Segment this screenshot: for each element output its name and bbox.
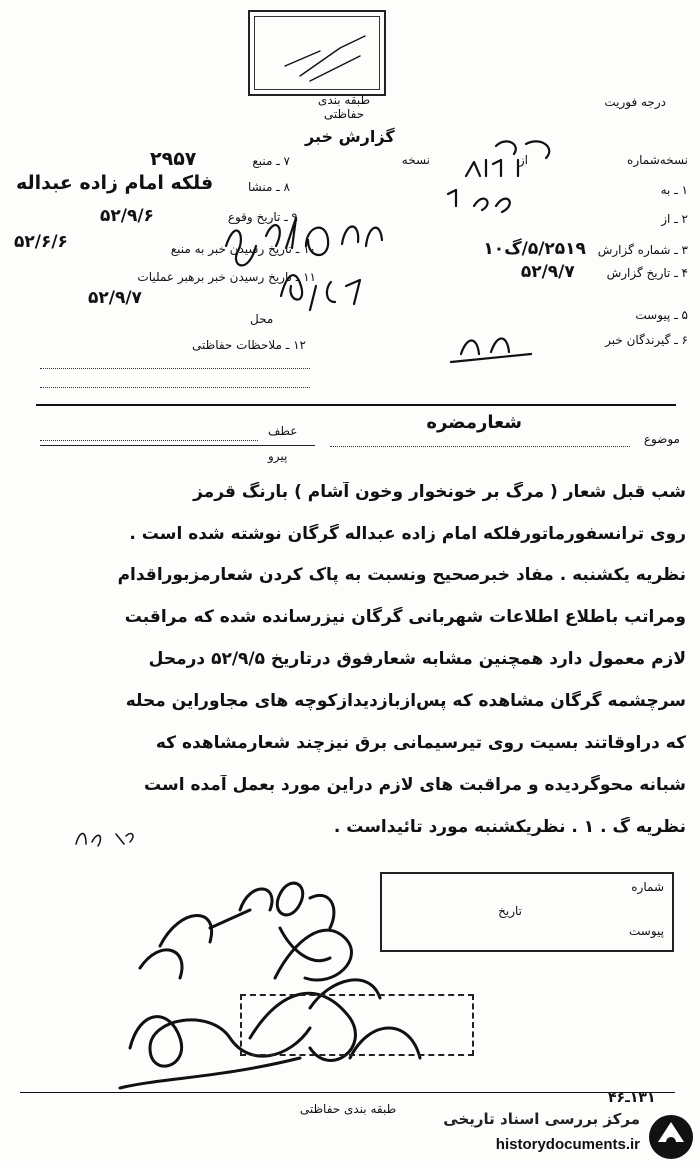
initials-scribble [66, 820, 146, 856]
footer-divider [20, 1092, 675, 1093]
field-8-label: ۸ ـ منشا [247, 180, 290, 194]
field-5-label: ۵ ـ پیوست [635, 308, 688, 322]
follow-dotted-line [40, 440, 258, 441]
field-7-label: ۷ ـ منبع [252, 154, 290, 168]
field-12-label: ۱۲ ـ ملاحظات حفاظتی [192, 338, 306, 352]
ref-label: عطف [268, 424, 298, 438]
stamp-date-label: تاریخ [498, 904, 522, 918]
handwritten-note [100, 858, 510, 1108]
copy-from-label: از [518, 153, 528, 167]
urgency-label: درجه فوریت [604, 95, 666, 109]
ref-follow-divider [40, 445, 315, 446]
notes-dotted-line-2 [40, 387, 310, 388]
subject-dotted-line [330, 446, 630, 447]
copy-number-label: نسخه‌شماره [627, 153, 688, 167]
field-8-value: فلکه امام زاده عبداله [16, 172, 214, 194]
body-line: سرچشمه گرگان مشاهده که پس‌ازبازدیدازکوچه های مجاوراین محله [125, 691, 686, 711]
archive-logo-icon [646, 1112, 696, 1162]
watermark [410, 1108, 696, 1164]
handwritten-annotations [196, 136, 576, 376]
section-divider [36, 404, 676, 406]
footer-classification: طبقه بندی حفاظتی [299, 1102, 397, 1116]
footer-form-code: ۱۳۱ـ۴۶ [608, 1090, 656, 1106]
field-9-label: ۹ ـ تاریخ وقوع [227, 210, 298, 224]
serial-stamp [240, 994, 474, 1056]
body-line: لازم معمول دارد همچنین مشابه شعارفوق درتاریخ ۵۲/۹/۵ درمحل [148, 649, 686, 669]
field-4-label: ۴ ـ تاریخ گزارش [606, 266, 688, 280]
subject-value: شعارمضره [426, 412, 522, 433]
body-line: روی ترانسفورماتورفلکه امام زاده عبداله گرگان نوشته شده است . [129, 524, 686, 544]
watermark-url: historydocuments.ir [495, 1136, 640, 1153]
body-line: که دراوقاتند بسیت روی تیرسیمانی برق نیزچند شعارمشاهده که [155, 733, 686, 753]
field-2-label: ۲ ـ از [661, 212, 688, 226]
watermark-title: مرکز بررسی اسناد تاریخی [443, 1110, 640, 1128]
field-3-value: ۵/۲۵۱۹/گ۱۰ [483, 239, 586, 259]
field-10-label: ۱۰ ـ تاریخ رسیدن خبر به منبع [170, 242, 316, 256]
stamp-scribble [280, 26, 370, 86]
header-classification: طبقه بندی حفاظتی [317, 93, 371, 121]
stamp-attachment-label: پیوست [629, 924, 664, 938]
body-line: نظریه گ . ۱ . نظریکشنبه مورد تائیداست . [333, 817, 686, 837]
field-11-value: ۵۲/۹/۷ [88, 288, 142, 308]
field-9-value: ۵۲/۹/۶ [100, 206, 154, 226]
field-3-label: ۳ ـ شماره گزارش [597, 243, 688, 257]
subject-label: موضوع [643, 432, 680, 446]
field-7-value: ۲۹۵۷ [150, 148, 197, 170]
body-line: ومراتب باطلاع اطلاعات شهربانی گرگان نیزرسانده شده که مراقبت [124, 607, 686, 627]
follow-label: پیرو [268, 449, 288, 463]
place-label: محل [250, 312, 274, 326]
field-1-label: ۱ ـ به [660, 183, 688, 197]
body-line: نظریه یکشنبه . مفاد خبرصحیح ونسبت به پاک کردن شعارمزبوراقدام [117, 565, 686, 585]
field-4-value: ۵۲/۹/۷ [520, 262, 575, 282]
copy-label: نسخه [401, 153, 430, 167]
stamp-number-label: شماره [631, 880, 664, 894]
field-11-label: ۱۱ ـ تاریخ رسیدن خبر برهبر عملیات [137, 270, 316, 284]
field-10-value: ۵۲/۶/۶ [14, 232, 68, 252]
body-line: شبانه محوگردیده و مراقبت های لازم دراین مورد بعمل آمده است [143, 775, 686, 795]
body-line: شب قبل شعار ( مرگ بر خونخوار وخون آشام ) بارنگ قرمز [193, 482, 686, 502]
report-title: گزارش خبر [305, 127, 395, 146]
field-6-label: ۶ ـ گیرندگان خبر [605, 333, 688, 347]
classification-stamp-box [248, 10, 386, 96]
